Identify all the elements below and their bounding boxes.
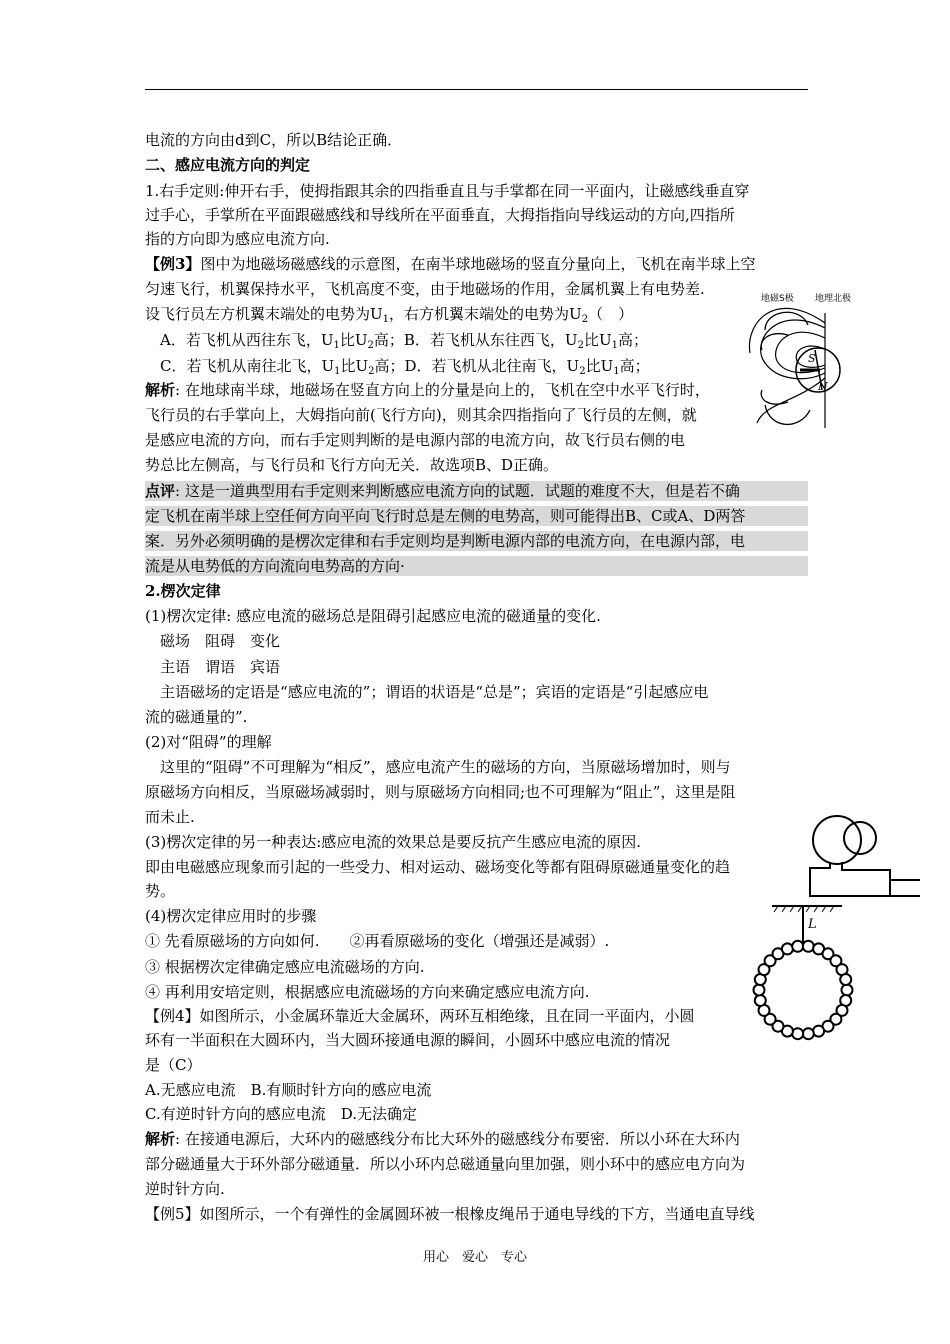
text-line [145,155,310,175]
ring-bead [842,985,853,996]
text-line [145,130,402,150]
text-line [145,380,710,400]
text-span: 飞行员的右手掌向上，大姆指向前(飞行方向)，则其余四指指向了飞行员的左侧，就 [145,406,697,424]
label-s: S [808,352,816,365]
text-span: 过手心，手掌所在平面跟磁感线和导线所在平面垂直，大拇指指向导线运动的方向,四指所 [145,206,735,224]
text-span: 主语 谓语 宾语 [145,658,281,676]
subscript: 2 [367,340,374,351]
subscript: 2 [581,314,589,325]
text-span: 高； [617,331,648,349]
text-line [145,1080,431,1100]
text-line [145,982,590,1002]
ring-bead [803,1028,814,1039]
page-footer: 用心 爱心 专心 [422,1250,527,1265]
text-span: 环有一半面积在大圆环内，当大圆环接通电源的瞬间，小圆环中感应电流的情况 [145,1031,671,1049]
text-line [145,906,316,926]
label-l: L [808,917,817,932]
text-span: ④ 再利用安培定则，根据感应电流磁场的方向来确定感应电流方向. [145,983,590,1001]
subscript: 1 [382,314,390,325]
text-line [145,782,735,802]
text-span: 磁场 阻碍 变化 [145,632,281,650]
text-span: 比U [585,357,614,375]
text-line [145,356,650,376]
text-span: ，右方机翼末端处的电势为U [389,305,582,323]
text-line [145,707,247,727]
ring-bead [840,974,851,985]
text-span: 而未止. [145,808,195,826]
text-span: 定飞机在南半球上空任何方向平向飞行时总是左侧的电势高，则可能得出B、C或A、D两答 [145,507,746,525]
text-span: 高；B．若飞机从东往西飞，U [373,331,578,349]
bold-label: 解析 [145,381,176,399]
ring-bead [792,1028,803,1039]
text-line [145,205,735,225]
text-line [145,757,731,777]
text-span: 流的磁通量的”. [145,708,248,726]
bold-label: 2.楞次定律 [145,582,221,600]
text-span: 这里的“阻碍”不可理解为“相反”，感应电流产生的磁场的方向，当原磁场增加时，则与 [145,758,731,776]
text-line [145,631,280,651]
text-line [145,304,633,324]
bold-label: 【例3】 [145,255,201,273]
text-line [145,1006,695,1026]
text-span: 比U [340,357,369,375]
text-line [145,881,175,901]
text-line [145,1104,417,1124]
text-span: （ ） [588,305,634,323]
text-line [145,807,195,827]
text-line [145,481,808,501]
text-span: 【例5】如图所示，一个有弹性的金属圆环被一根橡皮绳吊于通电导线的下方，当通电直导线 [145,1205,755,1223]
subscript: 1 [333,340,340,351]
text-line [145,832,641,852]
ring-bead [755,995,766,1006]
text-span: 逆时针方向. [145,1180,225,1198]
text-span: 指的方向即为感应电流方向. [145,230,330,248]
text-span: : 在接通电源后，大环内的磁感线分布比大环外的磁感线分布要密．所以小环在大环内 [175,1130,740,1148]
bold-label: 点评 [145,482,176,500]
text-line [145,732,272,752]
text-span: 流是从电势低的方向流向电势高的方向· [145,557,405,575]
ring-bead [803,941,814,952]
text-span: 设飞行员左方机翼末端处的电势为U [145,305,383,323]
text-span: 是感应电流的方向，而右手定则判断的是电源内部的电流方向，故飞行员右侧的电 [145,431,686,449]
text-line [145,1129,740,1149]
text-line [145,857,730,877]
text-span: C.有逆时针方向的感应电流 D.无法确定 [145,1105,417,1123]
hanging-ring-figure [770,810,920,1050]
text-line [145,430,685,450]
text-span: ① 先看原磁场的方向如何. ②再看原磁场的变化（增强还是减弱）. [145,932,610,950]
earth-globe-drawing [760,290,828,440]
text-line [145,229,330,249]
text-span: 比U [583,331,612,349]
text-line [145,957,425,977]
text-line [145,556,808,576]
text-line [145,1179,225,1199]
text-line [145,279,705,299]
text-line [145,657,280,677]
text-line [145,455,558,475]
text-span: A.无感应电流 B.有顺时针方向的感应电流 [145,1081,432,1099]
text-span: 是（C） [145,1056,202,1074]
text-span: 1.右手定则:伸开右手，使拇指跟其余的四指垂直且与手掌都在同一平面内，让磁感线垂直穿 [145,182,750,200]
text-line [145,1204,755,1224]
text-line [145,506,808,526]
text-span: 电流的方向由d到C，所以B结论正确． [145,131,403,149]
text-span: A．若飞机从西往东飞，U [145,331,334,349]
text-span: 案．另外必须明确的是楞次定律和右手定则均是判断电源内部的电流方向，在电源内部，电 [145,532,746,550]
text-span: : 这是一道典型用右手定则来判断感应电流方向的试题．试题的难度不大，但是若不确 [175,482,740,500]
text-span: 比U [339,331,368,349]
text-span: 图中为地磁场磁感线的示意图，在南半球地磁场的竖直分量向上，飞机在南半球上空 [200,255,756,273]
label-geographic-north-pole: 地理北极 [815,294,852,304]
text-span: ③ 根据楞次定律确定感应电流磁场的方向. [145,958,425,976]
text-span: 匀速飞行，机翼保持水平，飞机高度不变，由于地磁场的作用，金属机翼上有电势差. [145,280,705,298]
bold-label: 二、感应电流方向的判定 [145,156,311,174]
subscript: 1 [613,366,620,377]
ring-bead [754,985,765,996]
text-line [145,606,601,626]
bead-ring [754,941,853,1039]
ring-bead [782,943,793,954]
text-span: 部分磁通量大于环外部分磁通量．所以小环内总磁通量向里加强，则小环中的感应电方向为 [145,1155,746,1173]
subscript: 2 [579,366,586,377]
text-span: 【例4】如图所示，小金属环靠近大金属环，两环互相绝缘，且在同一平面内，小圆 [145,1007,695,1025]
text-line [145,1030,670,1050]
text-span: (4)楞次定律应用时的步骤 [145,907,317,925]
text-span: (1)楞次定律: 感应电流的磁场总是阻碍引起感应电流的磁通量的变化. [145,607,601,625]
text-span: 势。 [145,882,176,900]
text-span: 原磁场方向相反，当原磁场减弱时，则与原磁场方向相同;也不可理解为“阻止”，这里是阻 [145,783,736,801]
text-span: (2)对“阻碍”的理解 [145,733,272,751]
text-line [145,254,755,274]
text-line [145,931,609,951]
header-rule [145,89,808,90]
text-line [145,181,749,201]
subscript: 1 [334,366,341,377]
label-geomagnetic-s-pole: 地磁S极 [761,294,794,304]
text-span: 高；D．若飞机从北往南飞，U [374,357,580,375]
subscript: 2 [577,340,584,351]
text-span: C．若飞机从南往北飞，U [145,357,335,375]
text-span: 高； [619,357,650,375]
bold-label: 解析 [145,1130,176,1148]
ring-bead [813,1026,824,1037]
subscript: 2 [368,366,375,377]
text-line [145,405,697,425]
text-span: 势总比左侧高，与飞行员和飞行方向无关．故选项B、D正确。 [145,456,559,474]
text-span: 主语磁场的定语是“感应电流的”；谓语的状语是“总是”；宾语的定语是“引起感应电 [145,683,709,701]
text-line [145,682,708,702]
text-line [145,1055,201,1075]
ring-bead [792,941,803,952]
text-line [145,1154,745,1174]
text-span: : 在地球南半球，地磁场在竖直方向上的分量是向上的，飞机在空中水平飞行时， [175,381,710,399]
text-span: (3)楞次定律的另一种表达:感应电流的效果总是要反抗产生感应电流的原因. [145,833,642,851]
label-n: N [818,380,828,393]
text-line [145,531,808,551]
text-line [145,330,648,350]
text-line [145,581,221,601]
text-span: 即由电磁感应现象而引起的一些受力、相对运动、磁场变化等都有阻碍原磁通量变化的趋 [145,858,731,876]
subscript: 1 [611,340,618,351]
